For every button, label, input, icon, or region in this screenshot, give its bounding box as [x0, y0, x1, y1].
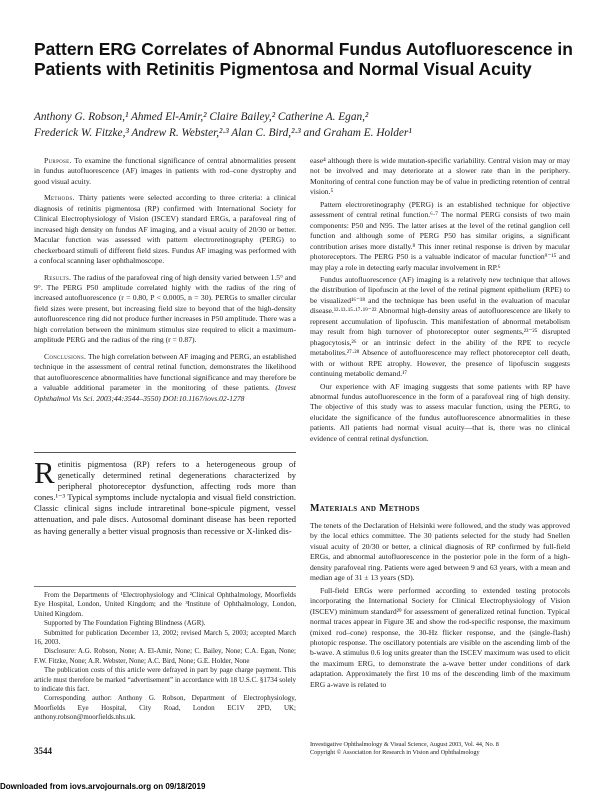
paragraph: Full-field ERGs were performed according to extended testing protocols incorporating the International Society for Clinical Electrophysiology of Vision (ISCEV) minimum standard²⁹ for assessment of generalized retinal function. Typical normal traces appear in Figure 3E and show the rod-specific response, the maximum (mixed rod–cone) response, the 30-Hz flicker response, and the (single-flash) photopic response. The oscillatory potentials are visible on the ascending limb of the b-wave. A stimulus 0.6 log units greater than the ISCEV maximum was used to elicit the maximum ERG, to demonstrate the a-wave better under conditions of dark adaptation. Approximately the first 10 ms of the descending limb of the maximum ERG a-wave is related to: [310, 585, 570, 689]
page-number: 3544: [34, 746, 52, 756]
abstract-purpose: Purpose. To examine the functional significance of central abnormalities present in fundus autofluorescence (AF) images in patients with rod–cone dystrophy and good visual acuity.: [34, 156, 296, 186]
footnote: The publication costs of this article were defrayed in part by page charge payment. This article must therefore be marked “advertisement” in accordance with 18 U.S.C. §1734 solely to indicate this fact.: [34, 666, 296, 694]
author-line: Anthony G. Robson,¹ Ahmed El-Amir,² Claire Bailey,² Catherine A. Egan,²: [34, 111, 369, 123]
footnotes: [34, 591, 296, 723]
paragraph: ease⁴ although there is wide mutation-specific variability. Central vision may or may not be involved and may deteriorate at a slower rate than in the periphery. Monitoring of central cone function may be of value in predicting retention of central vision.⁵: [310, 156, 570, 197]
abstract-results: Results. The radius of the parafoveal ring of high density varied between 1.5° and 9°. The PERG P50 amplitude correlated highly with the radius of the ring of increased autofluorescence (r = 0.80, P < 0.0005, n = 30). PERGs to smaller circular field sizes were present, but increasing field size to beyond that of the high-density autofluorescence ring did not produce further increases in P50 amplitude. There was a high correlation between the minimum stimulus size required to elicit a maximum-amplitude PERG and the radius of the ring (r = 0.87).: [34, 272, 296, 345]
abstract-divider: [34, 452, 296, 453]
abstract-conclusions: Conclusions. The high correlation between AF imaging and PERG, an established technique in the assessment of central retinal function, demonstrates the likelihood that autofluorescence abnormalities have functional significance and may therefore be a valuable additional parameter in the monitoring of these patients. (Invest Ophthalmol Vis Sci. 2003;44:3544–3550) DOI:10.1167/iovs.02-1278: [34, 351, 296, 403]
paragraph: Fundus autofluorescence (AF) imaging is a relatively new technique that allows the distribution of lipofuscin at the level of the retinal pigment epithelium (RPE) to be visualized¹⁶⁻¹⁸ and the technique has been useful in the evaluation of macular disease.¹²·¹³·¹⁵·¹⁷·¹⁹⁻²² Abnormal high-density areas of autofluorescence are likely to represent accumulation of lipofuscin. This manifestation of abnormal metabolism may result from high turnover of photoreceptor outer segments,²³⁻²⁵ disrupted phagocytosis,²⁶ or an intrinsic defect in the ability of the RPE to recycle metabolites.²⁷·²⁸ Absence of autofluorescence may reflect photoreceptor cell death, with or without RPE atrophy. However, the presence of lipofuscin suggests continuing metabolic demand.¹⁷: [310, 274, 570, 379]
methods-section: [310, 521, 570, 690]
abstract: [34, 156, 296, 404]
abstract-citation: (Invest Ophthalmol Vis Sci. 2003;44:3544–3550) DOI:10.1167/iovs.02-1278: [34, 383, 296, 403]
abstract-label: Conclusions.: [44, 351, 87, 361]
abstract-methods: Methods. Thirty patients were selected according to three criteria: a clinical diagnosis of retinitis pigmentosa (RP) confirmed with International Society for Clinical Electrophysiology of Vision (ISCEV) standard ERGs, a parafoveal ring of increased high density on fundus AF imaging, and a visual acuity of 20/30 or better. Macular function was assessed with pattern electroretinography (PERG) to checkerboard stimuli of different field sizes. Fundus AF imaging was performed with a confocal scanning laser ophthalmoscope.: [34, 193, 297, 266]
drop-cap: R: [34, 455, 55, 490]
footnote: Supported by The Foundation Fighting Blindness (AGR).: [44, 619, 206, 628]
footnote-divider: [34, 586, 296, 587]
paragraph: Pattern electroretinography (PERG) is an established technique for objective assessment of central retinal function.⁶·⁷ The normal PERG consists of two main components: P50 and N95. The latter arises at the level of the retinal ganglion cell function and although some of PERG P50 has similar origins, a significant contribution arises more distally.⁸ This inner retinal response is driven by macular photoreceptors. The PERG P50 is a valuable indicator of macular function⁹⁻¹⁵ and may play a role in detecting early macular involvement in RP.⁶: [310, 199, 570, 272]
copyright: Copyright © Association for Research in Vision and Ophthalmology: [310, 749, 480, 757]
footnote: Submitted for publication December 13, 2002; revised March 5, 2003; accepted March 16, 2003.: [34, 628, 296, 647]
footnote: Corresponding author: Anthony G. Robson, Department of Electrophysiology, Moorfields Eye Hospital, City Road, London EC1V 2PD, UK; anthony.robson@moorfields.nhs.uk.: [34, 694, 296, 722]
introduction-start: [34, 455, 296, 537]
right-column-intro: [310, 156, 570, 444]
author-line: Frederick W. Fitzke,³ Andrew R. Webster,²·³ Alan C. Bird,²·³ and Graham E. Holder¹: [34, 127, 412, 139]
paragraph: Our experience with AF imaging suggests that some patients with RP have abnormal fundus autofluorescence in the form of a parafoveal ring of high density. The objective of this study was to assess macular function, using the PERG, to elucidate the significance of the fundus autofluorescence abnormalities in these patients. All patients had normal visual acuity—that is, there was no clinical evidence of central retinal dysfunction.: [310, 381, 570, 443]
introduction-text: etinitis pigmentosa (RP) refers to a heterogeneous group of genetically determined retinal degenerations characterized by peripheral photoreceptor dysfunction, affecting rods more than cones.¹⁻³ Typical symptoms include nyctalopia and visual field constriction. Classic clinical signs include intraretinal bone-spicule pigment, vessel attenuation, and pale discs. Autosomal dominant disease has been reported as having generally a better visual prognosis than recessive or X-linked dis-: [34, 459, 296, 536]
author-list: [34, 109, 574, 141]
article-title: Pattern ERG Correlates of Abnormal Fundus Autofluorescence in Patients with Retinitis Pigmentosa and Normal Visual Acuity: [34, 39, 573, 79]
download-notice: Downloaded from iovs.arvojournals.org on 09/18/2019: [0, 782, 206, 791]
journal-footer: [310, 741, 499, 757]
footnote: From the Departments of ¹Electrophysiology and ²Clinical Ophthalmology, Moorfields Eye Hospital, London, United Kingdom; and the ³Institute of Ophthalmology, London, United Kingdom.: [34, 591, 296, 618]
section-heading-methods: Materials and Methods: [310, 503, 420, 514]
footnote: Disclosure: A.G. Robson, None; A. El-Amir, None; C. Bailey, None; C.A. Egan, None; F.W. Fitzke, None; A.R. Webster, None; A.C. Bird, None; G.E. Holder, None: [34, 647, 296, 665]
paragraph: The tenets of the Declaration of Helsinki were followed, and the study was approved by the local ethics committee. The 30 patients selected for the study had Snellen visual acuity of 20/30 or better, a clinical diagnosis of RP confirmed by full-field ERGs, and abnormal autofluorescence in the posterior pole in the form of a high-density parafoveal ring. Patients were aged between 9 and 63 years, with a mean and median age of 31 ± 13 years (SD).: [310, 521, 570, 583]
abstract-label: Purpose.: [44, 156, 72, 165]
abstract-label: Methods.: [44, 193, 75, 203]
journal-issue: Investigative Ophthalmology & Visual Science, August 2003, Vol. 44, No. 8: [310, 741, 499, 748]
abstract-label: Results.: [44, 272, 72, 282]
